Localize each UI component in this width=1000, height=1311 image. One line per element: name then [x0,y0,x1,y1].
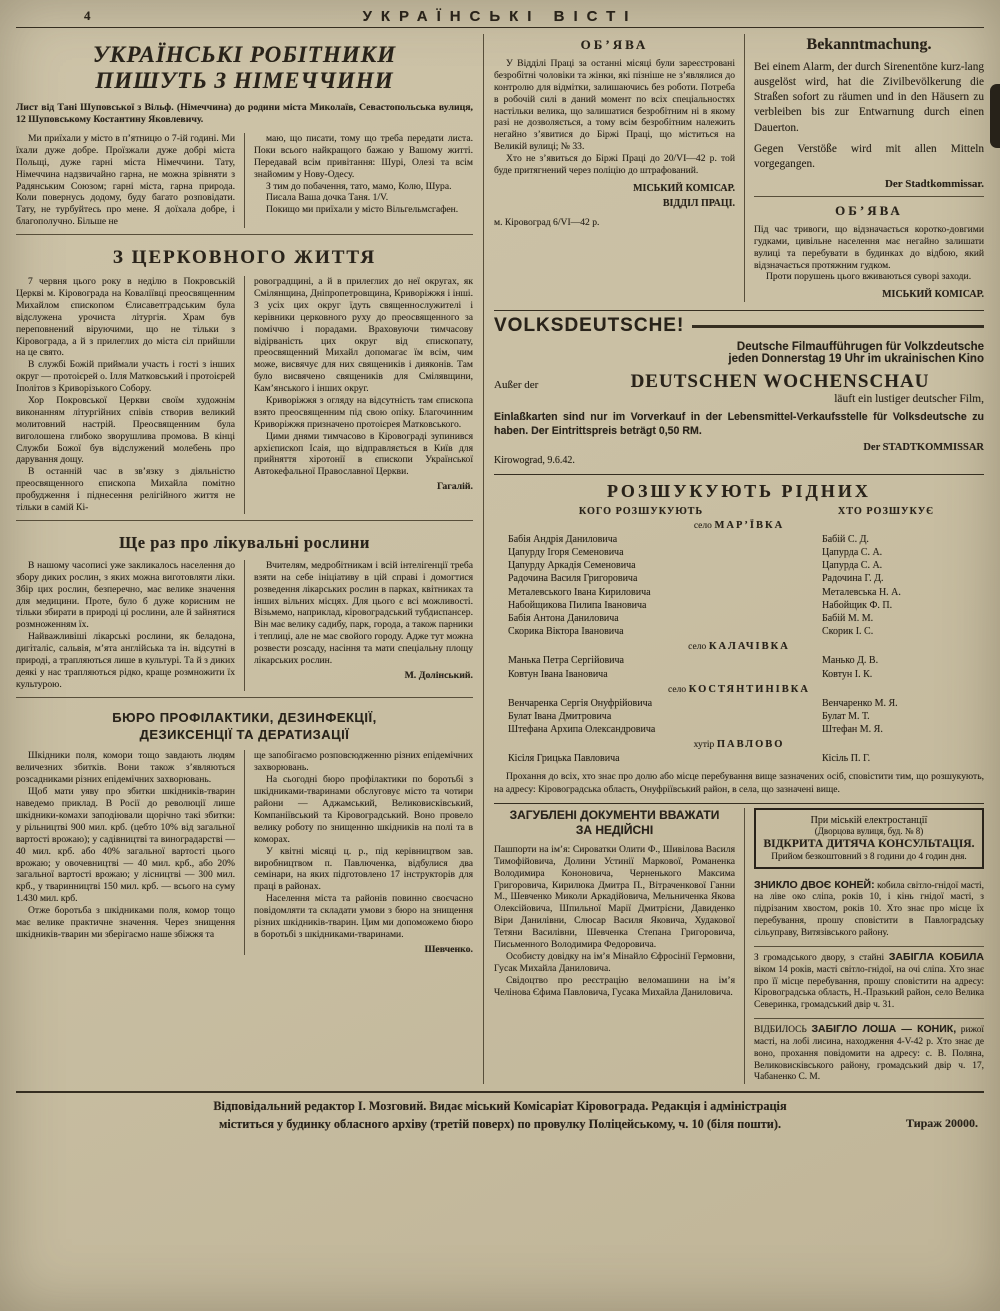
village-header [494,739,984,750]
table-row [494,697,984,710]
wochenschau-block [494,371,984,405]
paragraph: Населення міста та районів повинно своєчасно повідомляти та складати умови з бюро на знищення різних шкідників-тварин. Цим ми допоможемо бюро в боротьбі з шкідниками-тваринами. [254,893,473,940]
seeker-name: Ковтун І. К. [822,668,873,680]
column-header: КОГО РОЗШУКУЮТЬ [578,505,704,517]
signature-line: ВІДДІЛ ПРАЦІ. [662,197,735,209]
classified-ads [744,808,984,1085]
sought-name: Бабія Андрія Даниловича [508,533,618,545]
village-kind: село [693,520,712,531]
paragraph: Найважливіші лікарські рослини, як беладона, дигіталіс, сальвія, м’ята англійська та ін. відсутні в природі, а трапляються лише в культурі. Та й з диких деякі у нас трапляються рідко, краще розмножити їх культурою. [16,631,235,690]
table-row [494,654,984,667]
missing-horses-ad [754,875,984,940]
seeker-name: Манько Д. В. [822,655,879,667]
notice-title: VOLKSDEUTSCHE! [494,315,685,337]
article-columns [16,133,473,228]
dateline: Kirowograd, 9.6.42. [494,454,575,466]
imprint-line: Відповідальний редактор І. Мозговий. Видає міський Комісаріат Кіровограда. Редакція і адміністрація [213,1099,787,1114]
ad-lead: ВІДБИЛОСЬ [754,1025,807,1036]
seeker-name: Цапурда С. А. [822,560,883,572]
article-medicinal-plants [16,520,473,697]
ad-lead: З громадського двору, з стайні [754,952,885,963]
paragraph: В нашому часописі уже закликалось населення до збору диких рослин, з яких можна виготовляти ліки. Збір цих рослин, безперечно, має велике значення для медицини. Проте, було б дуже корисним не тільки збирати в природі ці рослини, але й зайнятися розмноженням їх. [16,559,235,631]
volks-line: läuft ein lustiger deutscher Film, [834,393,984,406]
paragraph: У Відділі Праці за останні місяці були зареєстровані безробітні чоловіки та жінки, які пізніше не з’являлися до контролю для відмітки, залишаючись без роботи. Потреба в робочій силі в даний момент по всіх спеціальностях настільки велика, що залишатися безробітним ні в якому разі не дозволяється, а тому всім безробітним належить негайно з’явитися до Біржі Праці, що міститься на Великій вулиці; № 33. [494,58,735,153]
paragraph: Шкідники поля, комори тощо завдають людям величезних збитків. Вони також з’являються розсадниками різних епідемічних захворювань. [16,750,235,786]
ad-line: (Дворцова вулиця, буд. № 8) [814,825,924,836]
table-row [494,586,984,599]
table-row [494,625,984,638]
seeker-name: Кісіль П. Г. [822,753,871,765]
volks-line: jeden Donnerstag 19 Uhr im ukrainischen Kino [728,353,984,366]
paragraph: Особисту довідку на ім’я Мінайло Єфросінії Гермовни, Гусак Михайла Даниловича. [494,950,735,974]
ad-line: Прийом безкоштовний з 8 години до 4 годин дня. [771,851,967,862]
title-line: ЗАГУБЛЕНІ ДОКУМЕНТИ ВВАЖАТИ [509,807,720,822]
right-section [484,34,984,1084]
paragraph: Цими днями тимчасово в Кіровограді зупинився архієпископ Ісаія, що відправляється в Київ для прийняття хіротонії в єпископи Української Автокефальної Православної Церкви. [254,430,473,478]
village-name: КОСТЯНТИНІВКА [688,683,810,695]
paragraph: Криворіжжя з огляду на відсутність там єпископа взято преосвященним під свою опіку. Благочинним Криворіжжя призначено протоієрея Матковського. [254,395,473,430]
village-name: КАЛАЧІВКА [708,641,790,653]
notice-signature: Der Stadtkommissar. [884,177,984,190]
paragraph: У квітні місяці ц. р., під керівництвом зав. виробництвом п. Павлюченка, відбулися два семінари, на яких підготовлено 17 інструкторів для праці в районах. [254,845,473,893]
sought-name: Кісіля Грицька Павловича [508,753,620,765]
table-row [494,546,984,559]
section-title: РОЗШУКУЮТЬ РІДНИХ [607,480,871,501]
paragraph: Хор Покровської Церкви своїм художнім виконанням літургійних співів створив великий молитовний настрій. Преосвященним була виголошена глибоко зворушлива промова. В кінці Служби Божої був відслужений молебень про дарування дощу. [16,395,235,466]
sought-name: Скорика Віктора Івановича [508,626,624,638]
paragraph: Писала Ваша дочка Таня. 1/V. [266,192,389,204]
paragraph: 7 червня цього року в неділю в Покровській Церкві м. Кіровограда на Коваліївці преосвященним Михайлом єпископом Єлисаветградським була відслужена урочиста літургія. Храм був переповнений віруючими, що не тільки з Кіровограда, а й з прилеглих до міста сіл прийшли на це свято. [16,276,235,359]
seeker-name: Булат М. Т. [822,710,870,722]
article-signature: М. Долінський. [404,669,473,681]
paragraph: Проти порушень цього вживаються суворі заходи. [766,271,972,283]
notice-signature: МІСЬКИЙ КОМІСАР. [882,289,984,301]
paragraph: Вчителям, медробітникам і всій інтелігенції треба взяти на себе ініціативу в цій справі і домогтися розведення лікарських рослин в парках, квітниках та інших вільних місцях. Для цього є всі можливості. Візьмемо, наприклад, кіровоградський тубдиспансер. Він має велику садибу, парк, города, а також парники і теплиці, але не має свойого городу. Адже тут можна розвести розсаду, насіння та мати спеціальну площу лікарських рослин. [254,559,473,667]
village-kind: хутір [693,740,715,751]
paragraph: З тим до побачення, тато, мамо, Колю, Шура. [266,180,452,192]
paragraph: Bei einem Alarm, der durch Sirenentöne kurz-lang ausgelöst wird, hat die Zivilbevölkerung die Straßen sofort zu räumen und in den Häusern zu verbleiben bis zur Entwarnung durch einen Dauerton. [754,61,984,134]
imprint-line: міститься у будинку обласного архіву (третій поверх) по провулку Поліцейському, ч. 10 (біля пошти). [218,1117,782,1132]
paragraph: Щоб мати уяву про збитки шкідників-тварин наведемо приклад. В Росії до революції лише шкідники-комахи заподіювали щорічно такі збитки: у рільництві 900 мил. крб. (цебто 10% від загальної вартості врожаю); у садівництві та виноградарстві — 40 мил. крб. або 40% загальної вартості цього врожаю; у овочевництві — 40 мил. крб., або 20% загальної вартості врожаю; у лісництві — 300 мил. крб., у тваринництві 150 мил. крб. — всього на суму 1.430 мил. крб. [16,786,235,905]
paragraph: Gegen Verstöße wird mit allen Mitteln vorgegangen. [754,142,984,170]
column-header: ХТО РОЗШУКУЄ [837,505,935,517]
table-row [494,752,984,765]
page-number: 4 [84,8,91,23]
article-columns [16,560,473,691]
alarm-notice [754,196,984,302]
title-line: УКРАЇНСЬКІ РОБІТНИКИ [92,42,397,67]
child-consultation-ad [754,808,984,869]
seeker-name: Радочина Г. Д. [822,573,884,585]
table-row [494,533,984,546]
paragraph: В службі Божій приймали участь і гості з інших округ — протоієрей о. Ілля Матковський і протоієрей Іполітов з Криворізького Собору. [16,359,235,395]
german-notices [744,34,984,302]
sought-name: Штефана Архипа Олександровича [508,724,656,736]
imprint-footer [16,1091,984,1136]
dateline: м. Кіровоград 6/VI—42 р. [494,216,600,228]
sought-name: Булат Івана Дмитровича [508,710,612,722]
paragraph: Einlaßkarten sind nur im Vorverkauf in der Lebensmittel-Verkaufsstelle für Volksdeutsche zu haben. Der Eintrittspreis beträgt 0,50 RM. [494,411,984,438]
sought-name: Бабія Антона Даниловича [508,612,619,624]
column-2 [244,750,473,954]
column-2 [244,276,473,514]
seeker-name: Набойщик Ф. П. [822,599,893,611]
article-lede: Лист від Тані Шуповської з Вільф. (Німеччина) до родини міста Миколаїв, Севастопольська вулиця, 12 Шуповському Костантину Яковлевичу. [16,101,473,126]
volks-line: Außer der [494,379,539,392]
village-name: ПАВЛОВО [716,739,785,751]
bekanntmachung-notice [754,36,984,190]
paragraph: Хто не з’явиться до Біржі Праці до 20/VI—42 р. той буде притягнений через поліцію до штрафований. [494,153,735,177]
rule-line [692,325,984,328]
seeker-name: Бабій С. Д. [822,533,869,545]
article-workers-letter [16,34,473,234]
volksdeutsche-header [494,315,984,337]
seeker-name: Цапурда С. А. [822,547,883,559]
column-1 [16,560,244,691]
article-title: Ще раз про лікувальні рослини [119,532,370,552]
search-relatives-section [494,474,984,796]
table-row [494,668,984,681]
seeker-name: Венчаренко М. Я. [822,697,898,709]
title-line: ПИШУТЬ З НІМЕЧЧИНИ [95,67,394,93]
ad-title: ЗАБІГЛО ЛОША — КОНИК, [811,1023,957,1036]
volks-line: Deutsche Filmaufführugen für Volkzdeutsche [736,341,984,354]
paragraph: ровоградщині, а й в прилеглих до неї округах, як Смілянщина, Дніпропетровщина, Криворіжжя і інші. З усіх цих округ їдуть священнослужителі і керівники церковного руху до преосвященного за поміччю і порадами. Враховуючи тимчасову відірваність цих округ від єпископату, преосвященний Михайл допомагає їм всім, чим може, висвячує для них священиків і дияконів. Там було висвячено священиків для Смілявщини, Кам’янського і інших округ. [254,276,473,395]
ink-smudge [990,84,1000,148]
paragraph: Пашпорти на ім’я: Сироватки Олити Ф., Шивілова Василя Тимофійовича, Долини Устинії Маркової, Романенка Володимира Кононовича, Черненького Максима Григоровича, Кирилюка Дмитра П., Вітраченкової Ганни М., Шевченко Миколи Аркадійовича, Мельниченка Якова Олексійовича, Шпильної Марії Дмитрієни, Давиденко Віри Данилівни, Слюсар Василя Яковича, Худакової Тетяни Василівни, Шевченка Степана Григоровича, Письменного Володимира Федоровича. [494,843,735,950]
title-line: БЮРО ПРОФІЛАКТИКИ, ДЕЗИНФЕКЦІЇ, [112,709,377,725]
notice-signature: Der STADTKOMMISSAR [863,441,984,453]
seeker-name: Скорик І. С. [822,626,874,638]
ad-title: ЗАБІГЛА КОБИЛА [888,950,985,963]
table-row [494,559,984,572]
paragraph: маю, що писати, тому що треба передати листа. Поки всього найкращого бажаю у Вашому житті. Передавай всім привітання: Шурі, Олезі та всім знайомим у Нову-Одесу. [254,132,473,180]
sought-name: Радочина Василя Григоровича [508,573,638,585]
ad-title: ВІДКРИТА ДИТЯЧА КОНСУЛЬТАЦІЯ. [763,837,975,850]
table-row [494,599,984,612]
notice-title: Bekanntmachung. [806,36,932,53]
notices-row [494,34,984,302]
article-church-life [16,234,473,520]
sought-name: Ковтун Івана Івановича [508,668,608,680]
column-1 [16,133,244,228]
table-row [494,723,984,736]
column-1 [16,750,244,954]
title-line: ЗА НЕДІЙСНІ [575,823,654,838]
runaway-mare-ad [754,946,984,1012]
seeker-name: Металевська Н. А. [822,586,901,598]
table-row [494,572,984,585]
notice-title [494,808,735,839]
sought-name: Манька Петра Сергійовича [508,655,624,667]
column-1 [16,276,244,514]
paragraph: В останній час в зв’язку з діяльністю преосвященного єпископа Михайла помітно пробудження і піднесення релігійного життя не тільки в самій Кі- [16,466,235,514]
search-table-headers [494,506,984,517]
signature-line: МІСЬКИЙ КОМІСАР. [633,182,735,194]
ad-title: ЗНИКЛО ДВОЄ КОНЕЙ: [754,878,875,891]
village-kind: село [688,642,707,653]
left-section [16,34,484,1084]
sought-name: Венчаренка Сергія Онуфрійовича [508,697,653,709]
article-columns [16,276,473,514]
paragraph: Отже боротьба з шкідниками поля, комор тощо має велике практичне значення. Через знищення шкідників-тварин ми зберігаємо наше збіжжя та [16,905,235,940]
page-content [16,34,984,1084]
article-signature: Шевченко. [424,943,473,955]
table-row [494,710,984,723]
article-columns [16,750,473,954]
column-2 [244,560,473,691]
paragraph: Покищо ми приїхали у місто Вільгельмсгафен. [266,204,459,216]
seeker-name: Бабій М. М. [822,612,874,624]
lower-row [494,803,984,1085]
sought-name: Металевського Івана Кириловича [508,586,651,598]
column-2 [244,133,473,228]
sought-name: Набойщикова Пилипа Івановича [508,599,647,611]
paragraph: На сьогодні бюро профілактики по боротьбі з шкідниками-тваринами обслуговує місто та чотири райони — Аджамський, Великовисківський, Компаніївський та Кіровоградський. Воно провело велику роботу по знищенню шкідників на полі та в коморах. [254,774,473,845]
wochenschau-title: DEUTSCHEN WOCHENSCHAU [630,371,930,393]
article-title [16,42,473,94]
wochenschau-title-wrap [576,371,984,405]
title-line: ДЕЗИКСЕНЦІЇ ТА ДЕРАТИЗАЦІЇ [139,726,350,742]
ad-text: рижої масті, на лобі лисина, находження 4-V-42 р. Хто знає де воно, прохання повідомити на адресу: с. В. Поляна, Великовисківського району, громадський двір ч. 17, Чабаненко С. М. [754,1025,985,1083]
village-kind: село [668,684,687,695]
runaway-foal-ad [754,1018,984,1084]
ad-text: віком 14 років, масті світло-гнідої, на очі сліпа. Хто знає про її місце перебування, прошу сповістити на адресу: Кіровоградська область, Н.-Празький район, село Велика Северинка, громадський двір ч. 31. [754,964,984,1011]
masthead: УКРАЇНСЬКІ ВІСТІ [362,8,638,25]
labor-office-notice [494,34,744,302]
paragraph: Під час тривоги, що відзначається коротко-довгими гудками, цивільне населення має негайно залишати вулиці та перебувати в будинках до відбою, який відзначається протяжним гудком. [754,223,984,271]
paragraph: Ми приїхали у місто в п’ятницю о 7-ій годині. Ми їхали дуже добре. Проїзжали дуже добрі міста Польщі, дуже гарні міста Німеччини. Тату, Німеччина надзвичайно гарна, не можна зрівняти з Радянським Союзом; гарні міста, гарна природа. Коли повернусь додому, буду багато розповідати. Тату, не турбуйтесь про мене. Я доїхала добре, і благополучно. Більше не [16,132,235,228]
volksdeutsche-notice [494,310,984,466]
ad-text: кобила світло-гнідої масті, на ліве око сліпа, років 10, і кінь гнідої масті, з підрізаним хвостом, років 10. Хто знає про місце їх перебування, прошу сповістити в Павлоградську сільуправу, Витязівського району. [754,880,985,939]
paragraph: Свідоцтво про реєстрацію веломашини на ім’я Челінова Єфима Павловича, Гусака Михайла Даниловича. [494,974,735,998]
page-header [16,6,984,28]
circulation-note: Тираж 20000. [906,1115,978,1130]
village-header [494,684,984,695]
search-note: Прохання до всіх, хто знає про долю або місце перебування вище зазначених осіб, сповістити тим, що розшукують, на адресу: Кіровоградська область, Онуфріївський район, в села, що зазначені вище. [494,771,984,795]
notice-title: ОБ’ЯВА [835,202,903,218]
article-signature: Гагалій. [436,481,473,493]
article-title [16,710,473,744]
article-title: З ЦЕРКОВНОГО ЖИТТЯ [112,247,377,269]
article-disinfection-bureau [16,697,473,961]
notice-title: ОБ’ЯВА [580,37,649,52]
table-row [494,612,984,625]
sought-name: Цапурду Ігоря Семеновича [508,547,624,559]
seeker-name: Штефан М. Я. [822,724,883,736]
notice-signature [494,181,735,211]
village-header [494,641,984,652]
sought-name: Цапурду Аркадія Семеновича [508,560,636,572]
village-header [494,520,984,531]
paragraph: ще запобігаємо розповсюдженню різних епідемічних захворювань. [254,750,473,774]
ad-line: При міській електростанції [810,814,928,826]
village-name: МАР’ЇВКА [714,519,785,531]
lost-documents-notice [494,808,744,1085]
